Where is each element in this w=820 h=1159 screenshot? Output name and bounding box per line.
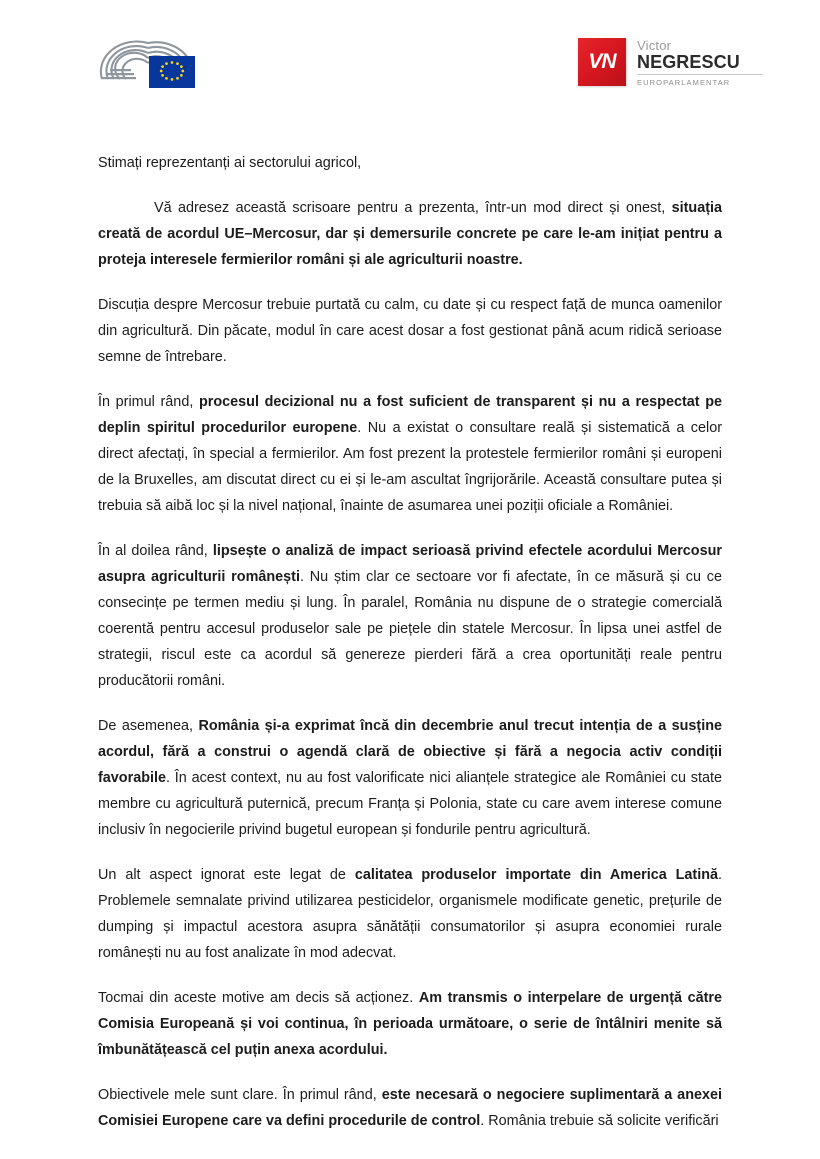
letterhead-header — [0, 0, 820, 130]
paragraph-run: . Nu știm clar ce sectoare vor fi afectate, în ce măsură și cu ce consecințe pe termen mediu și lung. În paralel, România nu dispune de o strategie comercială coerentă pentru accesul produselor sale pe piețele din statele Mercosur. În lipsa unei astfel de strategii, riscul este ca acordul să genereze pierderi fără a crea oportunități reale pentru producătorii români. — [98, 569, 722, 689]
paragraph-run: Tocmai din aceste motive am decis să acționez. — [98, 990, 419, 1006]
paragraph-run-bold: situația creată de acordul UE–Mercosur, dar și demersurile concrete pe care le-am inițiat pentru a proteja interesele fermierilor români și ale agriculturii noastre. — [98, 200, 722, 268]
paragraph-run: Obiectivele mele sunt clare. În primul rând, — [98, 1087, 382, 1103]
paragraph-run-bold: România și-a exprimat încă din decembrie anul trecut intenția de a susține acordul, fără a construi o agendă clară de obiective și fără a negocia activ condiții favorabile — [98, 718, 723, 786]
paragraph-run-bold: procesul decizional nu a fost suficient de transparent și nu a respectat pe deplin spiritul procedurilor europene — [98, 394, 722, 436]
paragraph-run-bold: este necesară o negociere suplimentară a anexei Comisiei Europene care va defini procedurile de control — [98, 1087, 722, 1129]
paragraph-run: Vă adresez această scrisoare pentru a prezenta, într-un mod direct și onest, — [154, 200, 672, 216]
letter-body — [98, 150, 722, 1134]
paragraph-p1-intro — [98, 195, 722, 273]
paragraph-run: Discuția despre Mercosur trebuie purtată cu calm, cu date și cu respect față de munca oamenilor din agricultură. Din păcate, modul în care acest dosar a fost gestionat până acum ridică serioase semne de întrebare. — [98, 297, 722, 365]
paragraph-run: În al doilea rând, — [98, 543, 213, 559]
paragraph-run: . România trebuie să solicite verificări — [480, 1113, 719, 1129]
paragraph-p2-discutia — [98, 292, 722, 370]
salutation: Stimați reprezentanți ai sectorului agricol, — [98, 155, 362, 171]
mep-logo — [578, 38, 763, 88]
paragraph-run-bold: lipsește o analiză de impact serioasă privind efectele acordului Mercosur asupra agriculturii românești — [98, 543, 722, 585]
paragraph-p8-obiective — [98, 1082, 722, 1134]
paragraph-run: De asemenea, — [98, 718, 199, 734]
mep-logo-mark — [578, 38, 626, 86]
mep-logo-text — [637, 38, 763, 88]
mep-logo-divider — [637, 74, 763, 75]
paragraph-run: Un alt aspect ignorat este legat de — [98, 867, 355, 883]
paragraph-p6-calitatea — [98, 862, 722, 966]
mep-logo-initials: VN — [588, 50, 616, 73]
paragraph-p3-primul-rand — [98, 389, 722, 519]
paragraph-run-bold: calitatea produselor importate din America Latină — [354, 867, 718, 883]
paragraph-p7-actionez — [98, 985, 722, 1063]
european-parliament-logo — [99, 32, 197, 92]
paragraph-run: În primul rând, — [98, 394, 199, 410]
paragraph-run-bold: Am transmis o interpelare de urgență către Comisia Europeană și voi continua, în perioada următoare, o serie de întâlniri menite să îmbunătățească cel puțin anexa acordului. — [98, 990, 722, 1058]
mep-first-name: Victor — [637, 38, 672, 53]
paragraph-run: . În acest context, nu au fost valorificate nici alianțele strategice ale României cu state membre cu agricultură puternică, precum Franța și Polonia, state cu care avem interese comune inclusiv în negocierile privind bugetul european și fondurile pentru agricultură. — [98, 770, 722, 838]
mep-last-name: NEGRESCU — [637, 52, 740, 72]
paragraph-p5-de-asemenea — [98, 713, 722, 843]
paragraph-container — [98, 195, 722, 1134]
paragraph-run: . Nu a existat o consultare reală și sistematică a celor direct afectați, în special a fermierilor. Am fost prezent la protestele fermierilor români și europeni de la Bruxelles, am discutat direct cu ei și le-am ascultat îngrijorările. Această consultare putea și trebuia să aibă loc și la nivel național, înainte de asumarea unei poziții oficiale a României. — [98, 420, 722, 514]
paragraph-p4-doilea-rand — [98, 538, 722, 694]
mep-subtitle: EUROPARLAMENTAR — [637, 78, 731, 87]
paragraph-run: . Problemele semnalate privind utilizarea pesticidelor, organismele modificate genetic, prețurile de dumping și impactul acestora asupra sănătății consumatorilor și asupra economiei rurale românești nu au fost analizate în mod adecvat. — [98, 867, 722, 961]
